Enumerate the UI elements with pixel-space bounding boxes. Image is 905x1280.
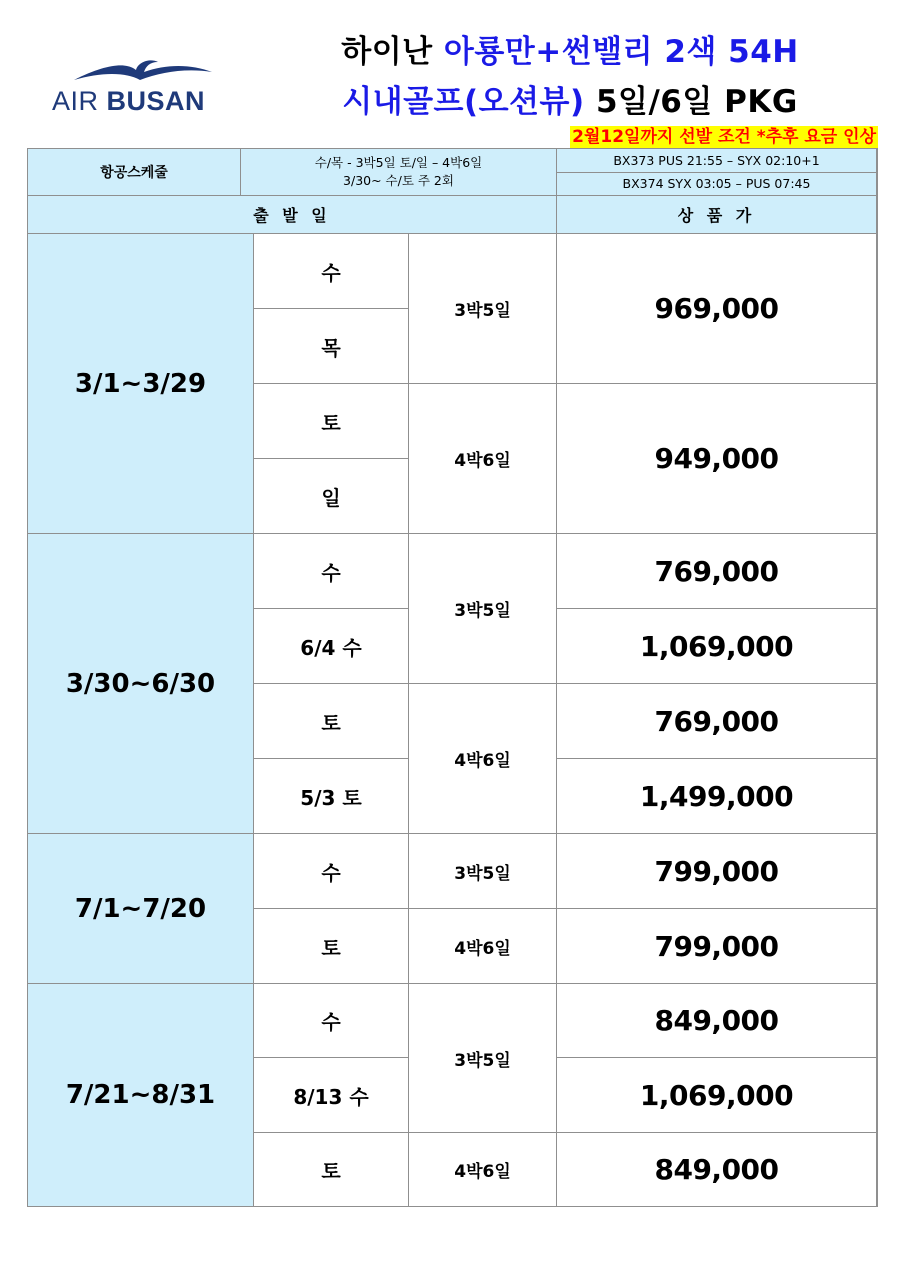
- early-booking-notice: 2월12일까지 선발 조건 *추후 요금 인상: [572, 127, 876, 147]
- title-line-2: [250, 76, 890, 121]
- schedule-days-line2: 3/30~ 수/토 주 2회: [343, 173, 454, 188]
- trip-duration: 3박5일: [409, 834, 557, 909]
- package-price: 799,000: [557, 834, 877, 909]
- period-label: 7/1~7/20: [28, 834, 254, 984]
- price-table: [27, 148, 878, 1207]
- package-price: 849,000: [557, 1133, 877, 1206]
- logo-wordmark: [52, 86, 205, 117]
- trip-duration: 3박5일: [409, 534, 557, 684]
- departure-day: 5/3 토: [254, 759, 409, 834]
- departure-day: 목: [254, 309, 409, 384]
- trip-duration: 4박6일: [409, 384, 557, 534]
- package-price: 799,000: [557, 909, 877, 984]
- departure-header: 출 발 일: [28, 196, 557, 234]
- package-price: 769,000: [557, 684, 877, 759]
- schedule-days-line1: 수/목 - 3박5일 토/일 – 4박6일: [314, 155, 483, 170]
- departure-day: 토: [254, 1133, 409, 1206]
- package-price: 769,000: [557, 534, 877, 609]
- departure-day: 6/4 수: [254, 609, 409, 684]
- period-label: 7/21~8/31: [28, 984, 254, 1206]
- air-busan-logo: [52, 58, 217, 118]
- title-highlight: 아룡만+썬밸리 2색 54H: [443, 34, 799, 70]
- trip-duration: 4박6일: [409, 684, 557, 834]
- schedule-label: 항공스케줄: [28, 149, 241, 196]
- period-label: 3/1~3/29: [28, 234, 254, 534]
- logo-prefix: AIR: [52, 86, 99, 116]
- trip-duration: 4박6일: [409, 1133, 557, 1206]
- departure-day: 8/13 수: [254, 1058, 409, 1133]
- package-price: 849,000: [557, 984, 877, 1058]
- package-price: 1,069,000: [557, 609, 877, 684]
- logo-name: BUSAN: [106, 86, 206, 116]
- departure-day: 수: [254, 534, 409, 609]
- schedule-days: [241, 149, 557, 196]
- flight-outbound: BX373 PUS 21:55 – SYX 02:10+1: [557, 149, 877, 173]
- price-header: 상 품 가: [557, 196, 877, 234]
- trip-duration: 3박5일: [409, 984, 557, 1133]
- departure-day: 토: [254, 909, 409, 984]
- package-price: 969,000: [557, 234, 877, 384]
- title-package: 5일/6일 PKG: [595, 84, 798, 120]
- package-price: 1,069,000: [557, 1058, 877, 1133]
- departure-day: 일: [254, 459, 409, 534]
- departure-day: 토: [254, 384, 409, 459]
- trip-duration: 4박6일: [409, 909, 557, 984]
- departure-day: 토: [254, 684, 409, 759]
- departure-day: 수: [254, 984, 409, 1058]
- title-location: 하이난: [341, 34, 433, 70]
- flight-return: BX374 SYX 03:05 – PUS 07:45: [557, 173, 877, 196]
- seagull-icon: [66, 58, 216, 88]
- period-label: 3/30~6/30: [28, 534, 254, 834]
- departure-day: 수: [254, 234, 409, 309]
- package-price: 949,000: [557, 384, 877, 534]
- title-golf: 시내골프(오션뷰): [342, 84, 585, 120]
- title-line-1: [250, 26, 890, 71]
- departure-day: 수: [254, 834, 409, 909]
- package-price: 1,499,000: [557, 759, 877, 834]
- trip-duration: 3박5일: [409, 234, 557, 384]
